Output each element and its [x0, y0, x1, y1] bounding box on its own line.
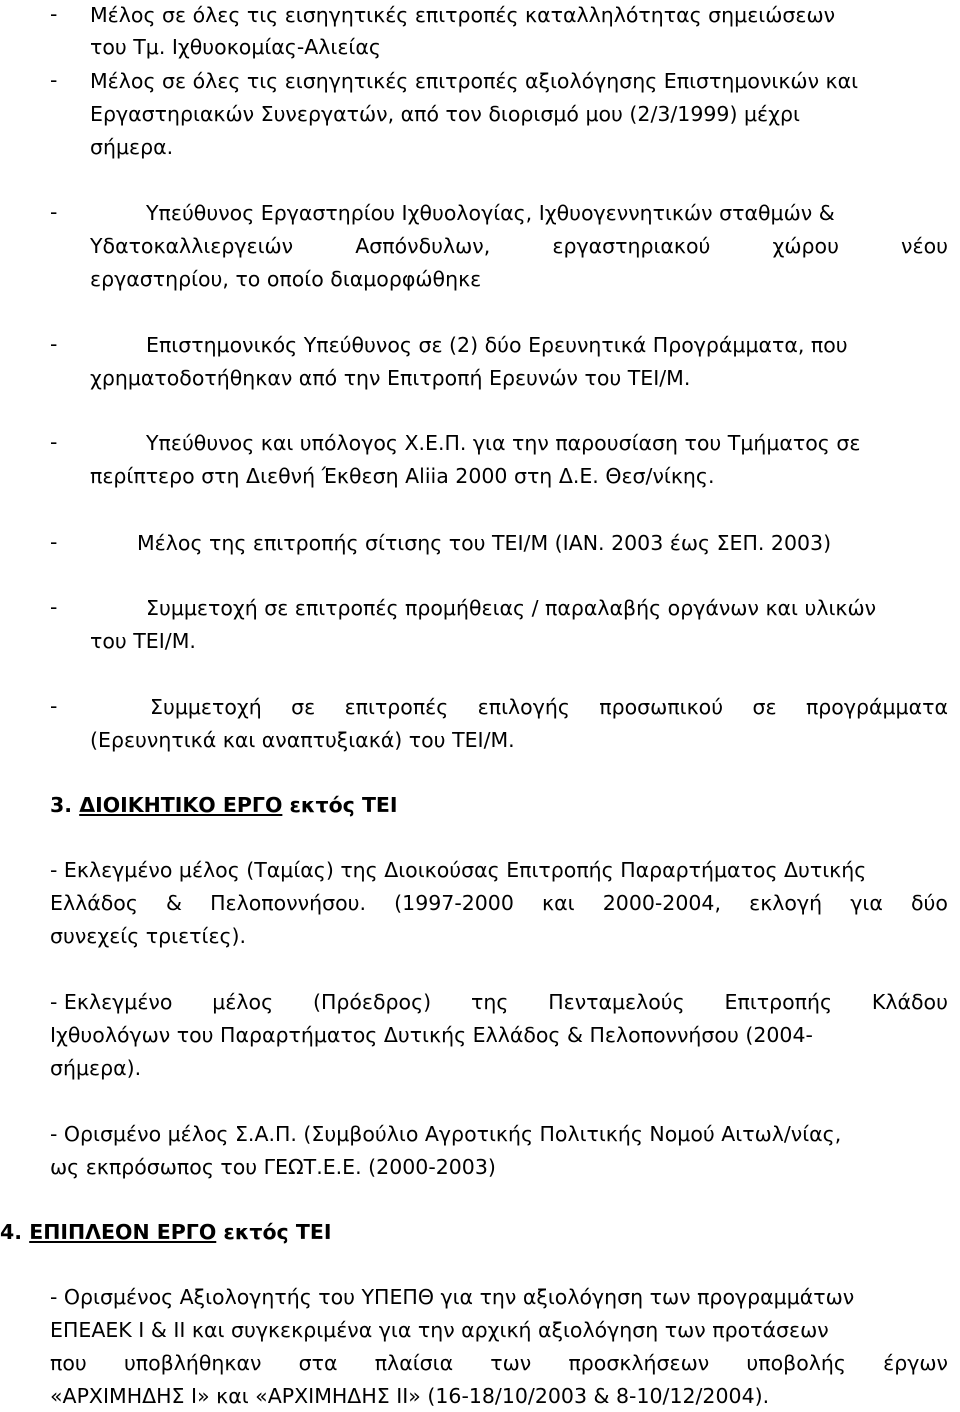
list-item-text: Επιστημονικός Υπεύθυνος σε (2) δύο Ερευνητικά Προγράμματα, που — [146, 333, 848, 357]
section-title-underlined: ΔΙΟΙΚΗΤΙΚΟ ΕΡΓΟ — [79, 793, 283, 817]
list-item-text: του ΤΕΙ/Μ. — [90, 629, 196, 653]
section-title-rest: εκτός ΤΕΙ — [216, 1220, 332, 1244]
word: Επιτροπής — [724, 990, 833, 1014]
word: Συμμετοχή — [150, 695, 262, 719]
list-item-text: εργαστηρίου, το οποίο διαμορφώθηκε — [90, 267, 482, 291]
list-dash: - — [50, 530, 58, 554]
word: νέου — [901, 234, 948, 258]
paragraph-line — [50, 989, 948, 1015]
list-item-text: Μέλος της επιτροπής σίτισης του ΤΕΙ/Μ (ΙΑΝ. 2003 έως ΣΕΠ. 2003) — [137, 531, 832, 555]
paragraph-line: ΕΠΕΑΕΚ Ι & ΙΙ και συγκεκριμένα για την αρχική αξιολόγηση των προτάσεων — [50, 1318, 829, 1342]
list-dash: - — [50, 200, 58, 224]
word: Υδατοκαλλιεργειών — [90, 234, 294, 258]
list-item-text: του Τμ. Ιχθυοκομίας-Αλιείας — [90, 35, 381, 59]
list-item-text: χρηματοδοτήθηκαν από την Επιτροπή Ερευνών του ΤΕΙ/Μ. — [90, 366, 691, 390]
section-title-rest: εκτός ΤΕΙ — [282, 793, 398, 817]
word: - Εκλεγμένο — [50, 990, 173, 1014]
word: χώρου — [772, 234, 839, 258]
paragraph-line: - Ορισμένος Αξιολογητής του ΥΠΕΠΘ για την αξιολόγηση των προγραμμάτων — [50, 1285, 855, 1309]
word: προσκλήσεων — [568, 1351, 710, 1375]
word: της — [470, 990, 509, 1014]
paragraph-line: «ΑΡΧΙΜΗΔΗΣ Ι» και «ΑΡΧΙΜΗΔΗΣ ΙΙ» (16-18/10/2003 & 8-10/12/2004). — [50, 1384, 770, 1408]
section-heading — [0, 1219, 331, 1245]
word: υποβλήθηκαν — [123, 1351, 262, 1375]
word: & — [166, 891, 182, 915]
word: πλαίσια — [374, 1351, 454, 1375]
list-dash: - — [50, 694, 58, 718]
word: επιλογής — [477, 695, 570, 719]
word: των — [490, 1351, 532, 1375]
list-dash: - — [50, 68, 58, 92]
list-dash: - — [50, 430, 58, 454]
word: 2000-2004, — [602, 891, 721, 915]
list-item-text: Υπεύθυνος Εργαστηρίου Ιχθυολογίας, Ιχθυογεννητικών σταθμών & — [146, 201, 835, 225]
word: στα — [298, 1351, 338, 1375]
list-item-text: περίπτερο στη Διεθνή Έκθεση Aliia 2000 στη Δ.Ε. Θεσ/νίκης. — [90, 464, 715, 488]
word: που — [50, 1351, 87, 1375]
word: υποβολής — [746, 1351, 846, 1375]
list-item-text: (Ερευνητικά και αναπτυξιακά) του ΤΕΙ/Μ. — [90, 728, 515, 752]
word: εκλογή — [749, 891, 823, 915]
list-dash: - — [50, 595, 58, 619]
paragraph-line: - Εκλεγμένο μέλος (Ταμίας) της Διοικούσας Επιτροπής Παραρτήματος Δυτικής — [50, 858, 867, 882]
word: Κλάδου — [871, 990, 948, 1014]
word: σε — [291, 695, 316, 719]
word: μέλος — [212, 990, 274, 1014]
list-dash: - — [50, 2, 58, 26]
list-item-text: Εργαστηριακών Συνεργατών, από τον διορισμό μου (2/3/1999) μέχρι — [90, 102, 800, 126]
word: προσωπικού — [599, 695, 724, 719]
paragraph-line — [50, 1350, 948, 1376]
paragraph-line: ως εκπρόσωπος του ΓΕΩΤ.Ε.Ε. (2000-2003) — [50, 1155, 496, 1179]
section-number: 4. — [0, 1220, 23, 1244]
word: Ασπόνδυλων, — [355, 234, 491, 258]
word: Ελλάδος — [50, 891, 138, 915]
list-item-text: σήμερα. — [90, 135, 174, 159]
list-item-text — [90, 233, 948, 259]
word: Πελοποννήσου. — [210, 891, 367, 915]
word: έργων — [883, 1351, 948, 1375]
word: για — [850, 891, 883, 915]
section-number: 3. — [50, 793, 73, 817]
paragraph-line: σήμερα). — [50, 1056, 142, 1080]
word: επιτροπές — [344, 695, 449, 719]
word: Πενταμελούς — [548, 990, 685, 1014]
word: προγράμματα — [805, 695, 948, 719]
list-item-text — [150, 694, 948, 720]
list-item-text: Υπεύθυνος και υπόλογος Χ.Ε.Π. για την παρουσίαση του Τμήματος σε — [146, 431, 861, 455]
paragraph-line: συνεχείς τριετίες). — [50, 924, 247, 948]
paragraph-line: - Ορισμένο μέλος Σ.Α.Π. (Συμβούλιο Αγροτικής Πολιτικής Νομού Αιτωλ/νίας, — [50, 1122, 842, 1146]
word: δύο — [910, 891, 948, 915]
paragraph-line — [50, 890, 948, 916]
list-item-text: Μέλος σε όλες τις εισηγητικές επιτροπές αξιολόγησης Επιστημονικών και — [90, 69, 859, 93]
word: εργαστηριακού — [552, 234, 711, 258]
paragraph-line: Ιχθυολόγων του Παραρτήματος Δυτικής Ελλάδος & Πελοποννήσου (2004- — [50, 1023, 813, 1047]
list-item-text: Μέλος σε όλες τις εισηγητικές επιτροπές καταλληλότητας σημειώσεων — [90, 3, 836, 27]
word: (Πρόεδρος) — [312, 990, 432, 1014]
word: και — [542, 891, 575, 915]
word: σε — [752, 695, 777, 719]
section-heading — [50, 792, 398, 818]
list-item-text: Συμμετοχή σε επιτροπές προμήθειας / παραλαβής οργάνων και υλικών — [146, 596, 877, 620]
word: (1997-2000 — [394, 891, 514, 915]
list-dash: - — [50, 332, 58, 356]
section-title-underlined: ΕΠΙΠΛΕΟΝ ΕΡΓΟ — [29, 1220, 217, 1244]
